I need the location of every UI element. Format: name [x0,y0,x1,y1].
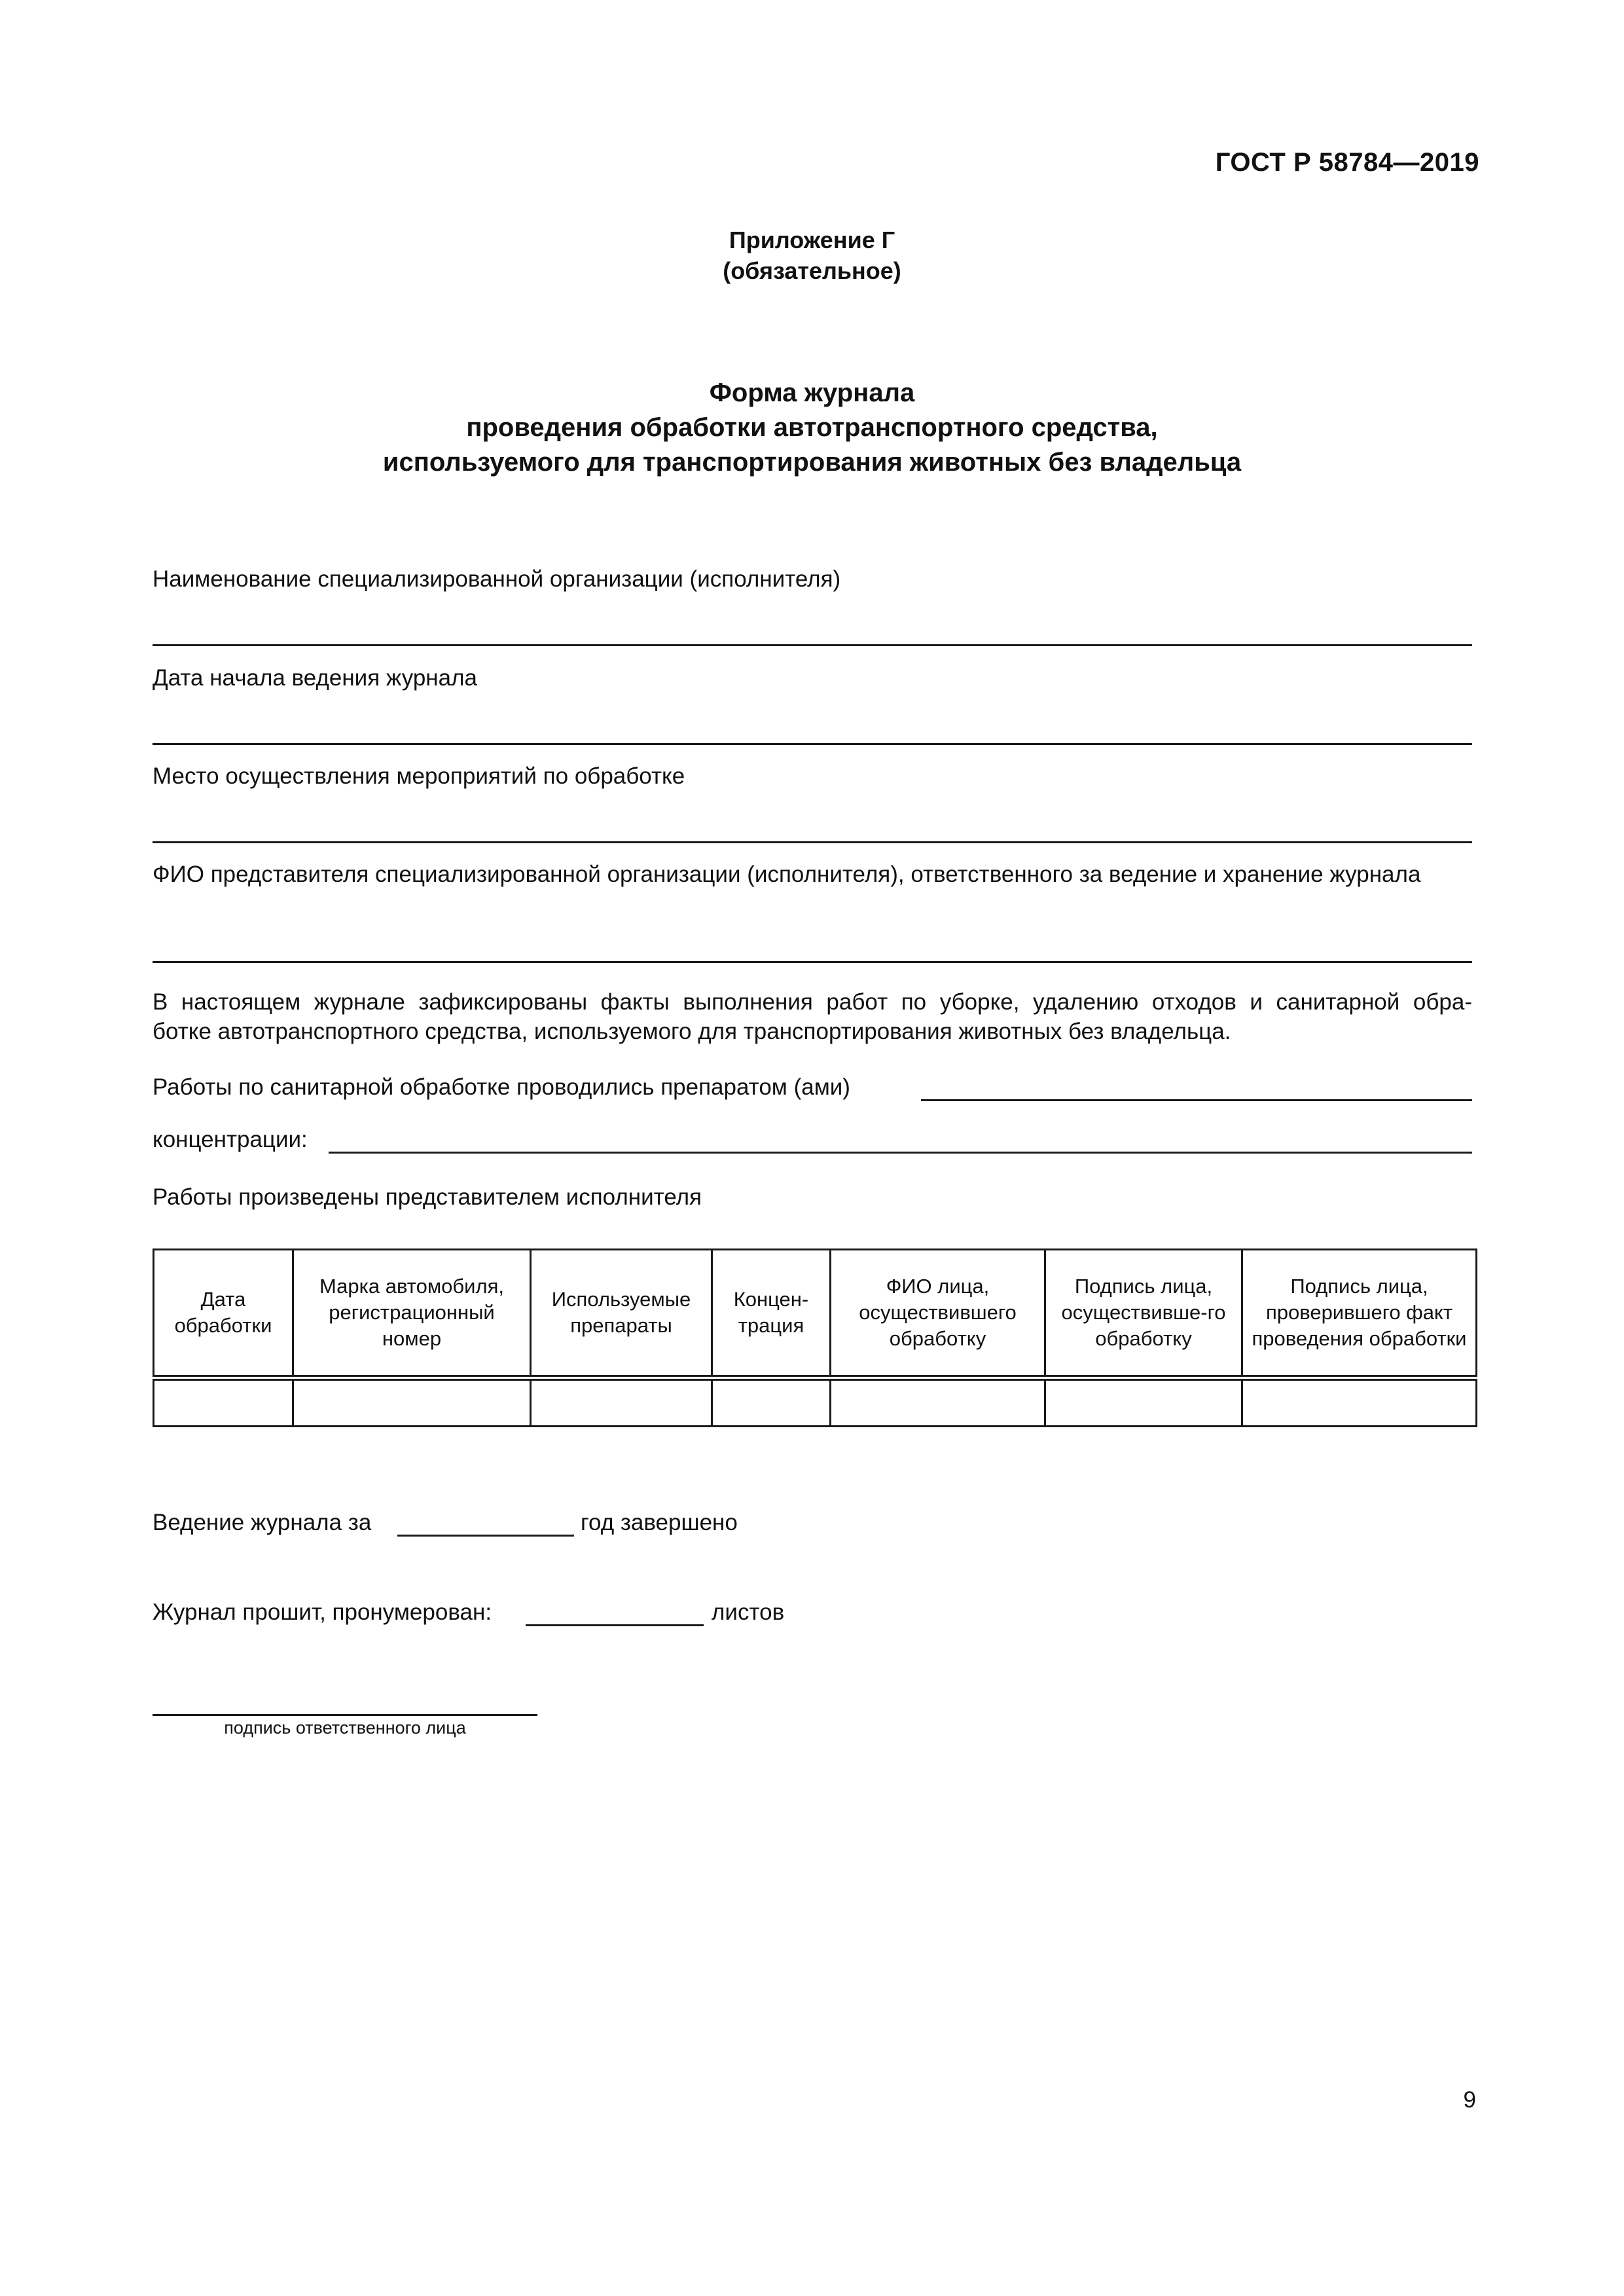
table-cell-vehicle[interactable] [293,1378,531,1427]
column-header-concentration: Концен-трация [712,1250,831,1378]
preparations-label: Работы по санитарной обработке проводились препаратом (ами) [153,1074,850,1100]
statement-paragraph [153,987,1472,1046]
column-header-inspector-signature: Подпись лица, проверившего факт проведения обработки [1242,1250,1477,1378]
sheet-count-blank-line[interactable] [526,1624,704,1626]
sewn-suffix: листов [712,1599,785,1625]
place-blank-line[interactable] [153,841,1472,843]
completion-prefix: Ведение журнала за [153,1510,372,1535]
column-header-performer-signature: Подпись лица, осуществивше-го обработку [1045,1250,1242,1378]
start-date-blank-line[interactable] [153,743,1472,745]
table-header-row [154,1250,1477,1378]
document-code: ГОСТ Р 58784—2019 [1215,148,1479,177]
column-header-date: Дата обработки [154,1250,293,1378]
form-title-line-3: используемого для транспортирования животных без владельца [382,448,1242,477]
preparations-blank-line[interactable] [921,1099,1472,1101]
signature-caption: подпись ответственного лица [224,1718,466,1738]
statement-line-1: В настоящем журнале зафиксированы факты выполнения работ по уборке, удалению отходов и санитарной обра- [153,989,1472,1015]
organization-blank-line[interactable] [153,644,1472,646]
organization-label: Наименование специализированной организации (исполнителя) [153,566,841,592]
responsible-label: ФИО представителя специализированной организации (исполнителя), ответственного за ведение и хранение журнала [153,862,1421,887]
page-number: 9 [1463,2087,1476,2113]
appendix-heading [0,225,1624,286]
appendix-status: (обязательное) [723,257,901,284]
start-date-label: Дата начала ведения журнала [153,665,477,691]
appendix-label: Приложение Г [729,227,895,253]
responsible-blank-line[interactable] [153,961,1472,963]
completion-year-blank-line[interactable] [397,1535,574,1537]
treatment-journal-table [153,1248,1477,1427]
table-cell-concentration[interactable] [712,1378,831,1427]
table-row [154,1378,1477,1427]
form-title-line-1: Форма журнала [709,378,915,407]
column-header-performer: ФИО лица, осуществившего обработку [831,1250,1045,1378]
completion-suffix: год завершено [581,1510,738,1535]
concentration-label: концентрации: [153,1127,308,1152]
place-label: Место осуществления мероприятий по обработке [153,763,685,789]
table-cell-date[interactable] [154,1378,293,1427]
column-header-preparations: Используемые препараты [531,1250,712,1378]
table-cell-inspector-signature[interactable] [1242,1378,1477,1427]
table-cell-preparations[interactable] [531,1378,712,1427]
signature-blank-line[interactable] [153,1714,537,1716]
column-header-vehicle: Марка автомобиля, регистрационный номер [293,1250,531,1378]
sewn-prefix: Журнал прошит, пронумерован: [153,1599,492,1625]
table-cell-performer[interactable] [831,1378,1045,1427]
concentration-blank-line[interactable] [329,1152,1472,1154]
table-cell-performer-signature[interactable] [1045,1378,1242,1427]
statement-line-2: ботке автотранспортного средства, используемого для транспортирования животных без владельца. [153,1019,1231,1044]
form-title [0,376,1624,480]
form-title-line-2: проведения обработки автотранспортного средства, [466,413,1158,442]
performed-by-label: Работы произведены представителем исполнителя [153,1184,702,1210]
